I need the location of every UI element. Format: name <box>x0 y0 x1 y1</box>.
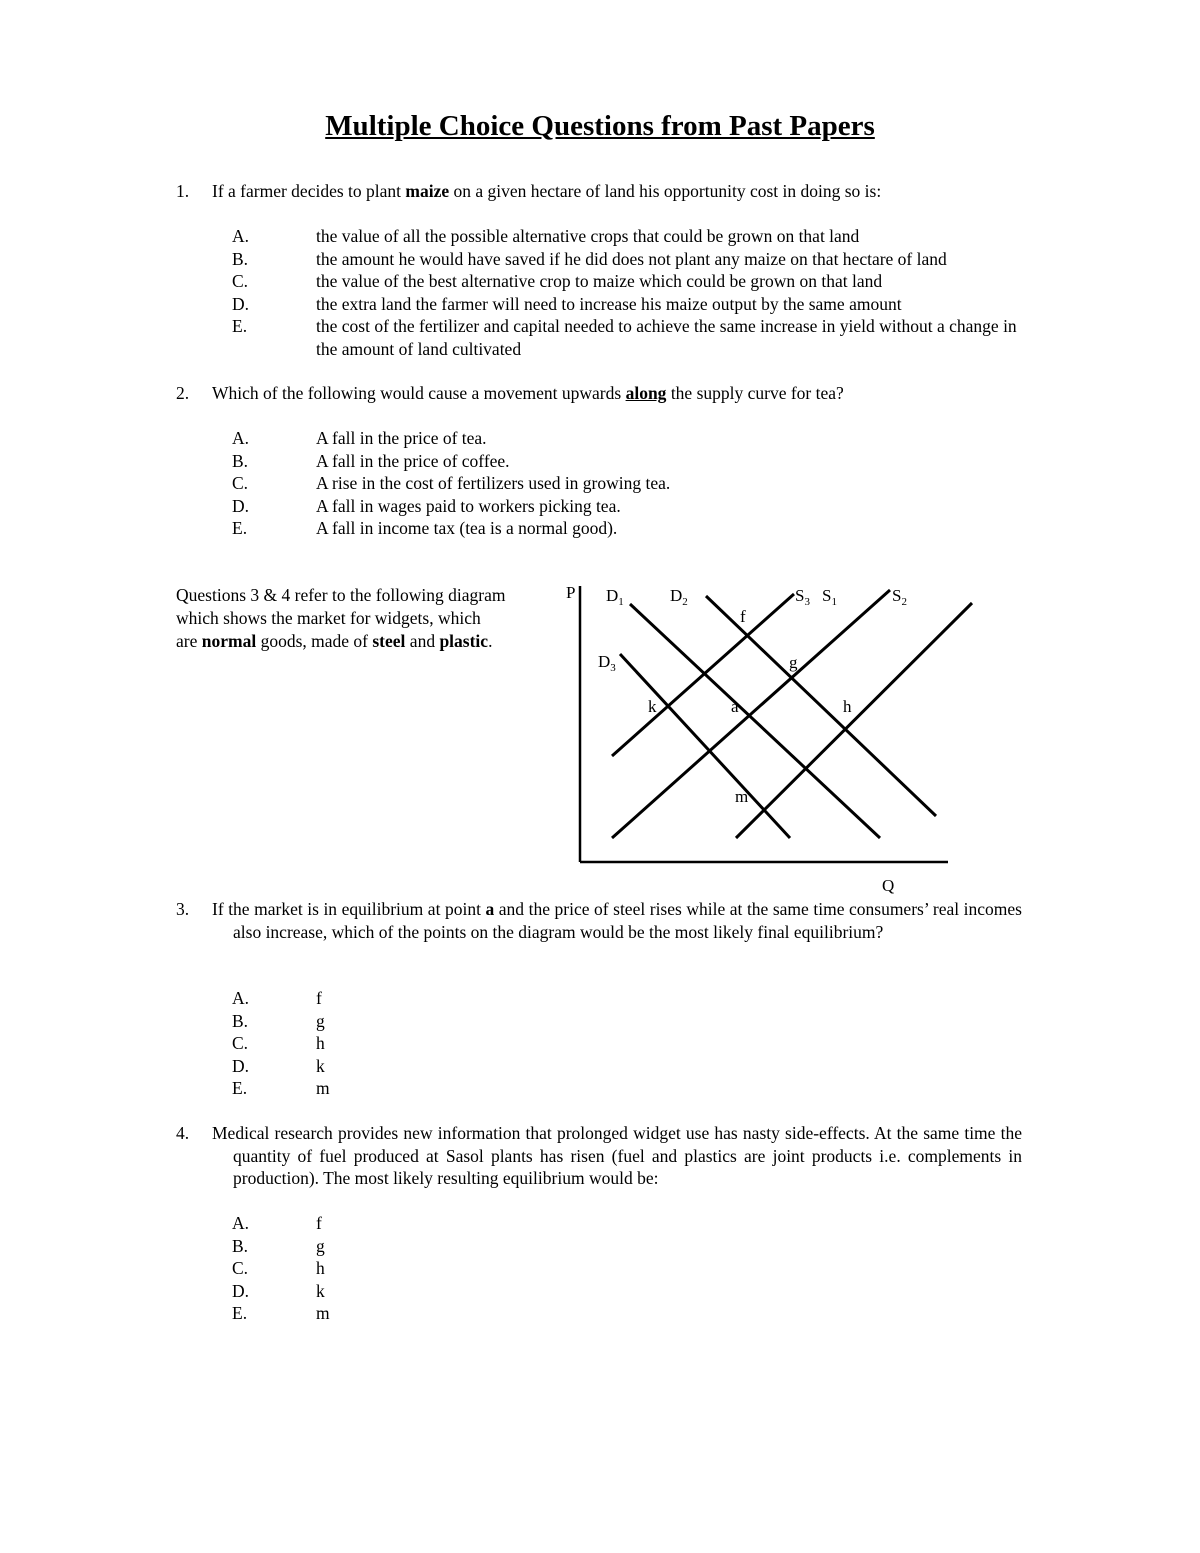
page-title: Multiple Choice Questions from Past Papers <box>325 110 875 142</box>
option-text: the extra land the farmer will need to increase his maize output by the same amount <box>316 293 902 314</box>
option-text: the cost of the fertilizer and capital needed to achieve the same increase in yield without a change in the amount of land cultivated <box>316 316 1017 359</box>
label-d3: $D_3$ <box>598 652 616 674</box>
option-letter: C. <box>232 271 249 291</box>
intro-line <box>176 630 561 653</box>
intro-bold: steel <box>372 631 406 651</box>
question-text-bold: along <box>625 383 667 403</box>
option-letter: A. <box>232 1213 250 1233</box>
demand-curve-d1 <box>630 604 880 838</box>
option-text: k <box>316 1055 325 1076</box>
question-text <box>212 898 1022 943</box>
intro-bold: plastic <box>439 631 489 651</box>
axis-label-p: P <box>566 583 576 602</box>
option-text: A fall in income tax (tea is a normal good). <box>316 518 618 538</box>
option-text: h <box>316 1033 325 1053</box>
option-letter: A. <box>232 226 250 246</box>
point-label-m: m <box>735 787 749 806</box>
option-letter: E. <box>232 518 248 538</box>
intro-line: Questions 3 & 4 refer to the following diagram <box>176 585 506 605</box>
option-letter: D. <box>232 495 250 516</box>
question-text-part: If a farmer decides to plant <box>212 181 406 201</box>
option-letter: B. <box>232 248 249 269</box>
point-label-g: g <box>789 653 798 672</box>
option-letter: C. <box>232 1033 249 1053</box>
question-number: 1. <box>176 181 190 201</box>
option-text: A fall in wages paid to workers picking tea. <box>316 495 621 516</box>
option-text: m <box>316 1303 330 1323</box>
intro-text: goods, made of <box>256 631 373 651</box>
question-number: 4. <box>176 1123 190 1143</box>
supply-curve-s2 <box>736 603 972 838</box>
option-letter: B. <box>232 450 249 471</box>
option-text: g <box>316 1235 325 1256</box>
option-letter: C. <box>232 473 249 493</box>
label-s1: $S_1$ <box>822 586 837 608</box>
option-letter: E. <box>232 1303 248 1323</box>
intro-text: are <box>176 631 202 651</box>
label-d1: $D_1$ <box>606 586 624 608</box>
option-text: k <box>316 1280 325 1301</box>
point-label-k: k <box>648 697 657 716</box>
question-text <box>212 180 1022 203</box>
option-text: f <box>316 988 322 1008</box>
label-s2: $S_2$ <box>892 586 907 608</box>
option-letter: D. <box>232 1280 250 1301</box>
question-text-bold: maize <box>405 181 450 201</box>
option-text: f <box>316 1213 322 1233</box>
question-text-part: and the price of steel rises while at the same time consumers’ real incomes also increase, which of the points on the diagram would be the most likely final equilibrium? <box>233 899 1022 942</box>
question-text <box>212 382 1022 405</box>
label-s3: $S_3$ <box>795 586 810 608</box>
question-text-part: the supply curve for tea? <box>666 383 844 403</box>
diagram-intro <box>176 584 561 653</box>
question-text-part: on a given hectare of land his opportunity cost in doing so is: <box>449 181 882 201</box>
option-letter: E. <box>232 1078 248 1098</box>
supply-demand-diagram <box>560 575 980 905</box>
question-text-bold: a <box>485 899 495 919</box>
label-d2: $D_2$ <box>670 586 688 608</box>
option-letter: B. <box>232 1235 249 1256</box>
option-letter: C. <box>232 1258 249 1278</box>
option-letter: B. <box>232 1010 249 1031</box>
option-text: the amount he would have saved if he did does not plant any maize on that hectare of land <box>316 248 947 269</box>
intro-text: and <box>405 631 440 651</box>
option-text: A rise in the cost of fertilizers used in growing tea. <box>316 473 671 493</box>
option-text: the value of the best alternative crop to maize which could be grown on that land <box>316 271 883 291</box>
option-letter: A. <box>232 988 250 1008</box>
option-letter: A. <box>232 428 250 448</box>
option-text: m <box>316 1078 330 1098</box>
point-label-f: f <box>740 607 746 626</box>
option-text: g <box>316 1010 325 1031</box>
question-text-part: Which of the following would cause a movement upwards <box>212 383 626 403</box>
option-letter: D. <box>232 293 250 314</box>
intro-bold: normal <box>201 631 257 651</box>
option-text: A fall in the price of tea. <box>316 428 487 448</box>
option-letter: D. <box>232 1055 250 1076</box>
question-number: 3. <box>176 899 190 919</box>
question-text: Medical research provides new information that prolonged widget use has nasty side-effects. At the same time the quantity of fuel produced at Sasol plants has risen (fuel and plastics are joint products i.e. complements in production). The most likely resulting equilibrium would be: <box>212 1123 1022 1188</box>
point-label-h: h <box>843 697 852 716</box>
option-text: A fall in the price of coffee. <box>316 450 510 471</box>
axis-label-q: Q <box>882 876 895 895</box>
question-text-part: If the market is in equilibrium at point <box>212 899 486 919</box>
question-number: 2. <box>176 383 190 403</box>
intro-text: . <box>488 631 493 651</box>
option-text: the value of all the possible alternative crops that could be grown on that land <box>316 226 860 246</box>
intro-line: which shows the market for widgets, which <box>176 608 481 628</box>
option-letter: E. <box>232 316 248 336</box>
option-text: h <box>316 1258 325 1278</box>
point-label-a: a <box>731 697 739 716</box>
